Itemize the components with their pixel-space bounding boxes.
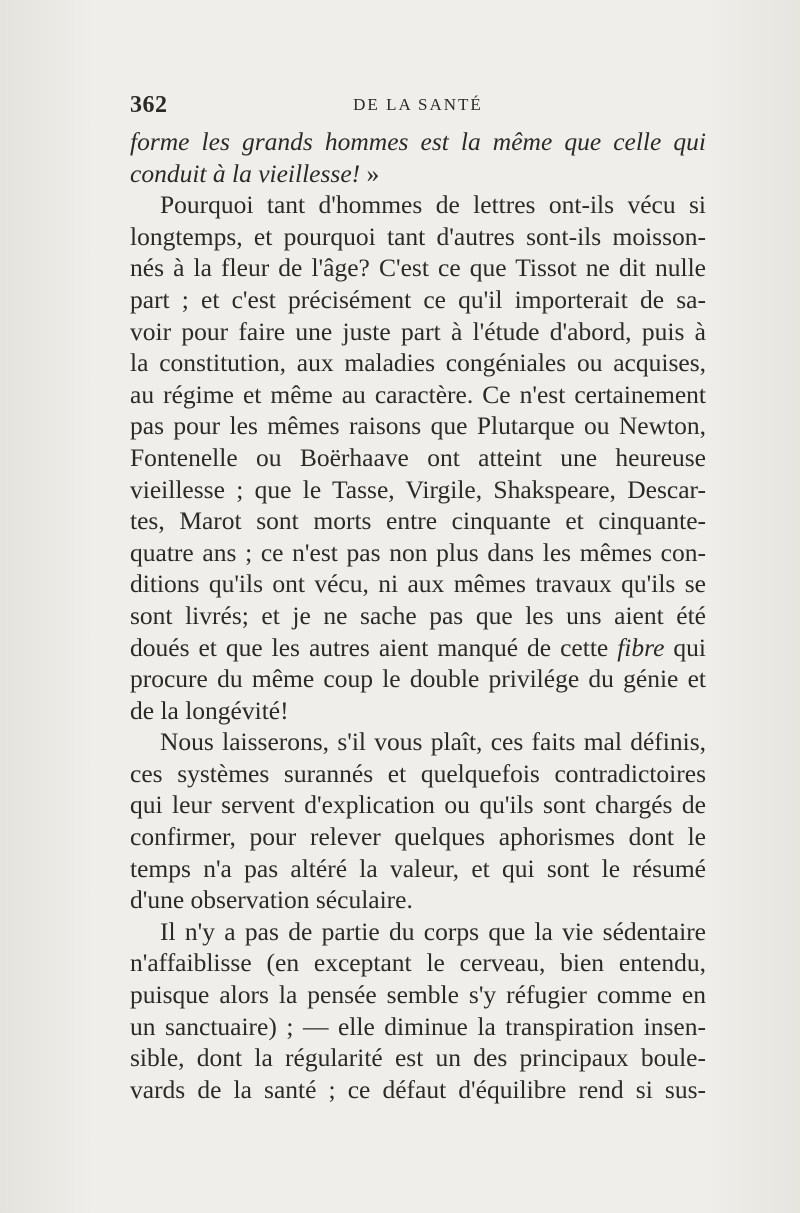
text-line: ditions qu'ils ont vécu, ni aux mêmes travaux qu'ils se xyxy=(130,569,706,599)
text-line: pas pour les mêmes raisons que Plutarque ou Newton, xyxy=(130,411,706,441)
running-head: DE LA SANTÉ xyxy=(353,95,483,114)
text-line: de la longévité! xyxy=(130,695,289,725)
paragraph-first-line: Il n'y a pas de partie du corps que la vie sédentaire xyxy=(160,916,706,946)
paragraph-first-line: Nous laisserons, s'il vous plaît, ces faits mal définis, xyxy=(160,727,706,757)
text-line: puisque alors la pensée semble s'y réfugier comme en xyxy=(130,980,706,1010)
text-line: ces systèmes surannés et quelquefois contradictoires xyxy=(130,758,706,788)
text-line: vieillesse ; que le Tasse, Virgile, Shakspeare, Descar- xyxy=(130,474,706,504)
text-line: d'une observation séculaire. xyxy=(130,885,413,915)
text-line: sont livrés; et je ne sache pas que les uns aient été xyxy=(130,600,706,630)
text-line: n'affaiblisse (en exceptant le cerveau, bien entendu, xyxy=(130,948,706,978)
text-line: doués et que les autres aient manqué de cette fibre qui xyxy=(130,632,706,662)
text-line: Fontenelle ou Boërhaave ont atteint une heureuse xyxy=(130,442,706,472)
page-number: 362 xyxy=(130,92,168,118)
body-text xyxy=(130,126,706,1105)
text-line: temps n'a pas altéré la valeur, et qui sont le résumé xyxy=(130,853,706,883)
text-line: voir pour faire une juste part à l'étude d'abord, puis à xyxy=(130,316,706,346)
text-line: au régime et même au caractère. Ce n'est certainement xyxy=(130,379,706,409)
text-line: longtemps, et pourquoi tant d'autres sont-ils moisson- xyxy=(130,221,706,251)
text-line: procure du même coup le double privilége du génie et xyxy=(130,664,706,694)
text-line: un sanctuaire) ; — elle diminue la transpiration insen- xyxy=(130,1011,706,1041)
page-header xyxy=(130,92,706,122)
text-line: nés à la fleur de l'âge? C'est ce que Tissot ne dit nulle xyxy=(130,253,706,283)
text-line: sible, dont la régularité est un des principaux boule- xyxy=(130,1043,706,1073)
text-line: forme les grands hommes est la même que celle qui xyxy=(130,127,706,156)
text-line: quatre ans ; ce n'est pas non plus dans les mêmes con- xyxy=(130,537,706,567)
text-line: part ; et c'est précisément ce qu'il importerait de sa- xyxy=(130,284,706,314)
paragraph-first-line: Pourquoi tant d'hommes de lettres ont-ils vécu si xyxy=(160,190,706,220)
text-line: qui leur servent d'explication ou qu'ils sont chargés de xyxy=(130,790,706,820)
text-line: la constitution, aux maladies congéniales ou acquises, xyxy=(130,348,706,378)
text-line: tes, Marot sont morts entre cinquante et cinquante- xyxy=(130,506,706,536)
text-line: conduit à la vieillesse! » xyxy=(130,158,380,188)
text-line: confirmer, pour relever quelques aphorismes dont le xyxy=(130,822,706,852)
text-line: vards de la santé ; ce défaut d'équilibre rend si sus- xyxy=(130,1074,706,1104)
